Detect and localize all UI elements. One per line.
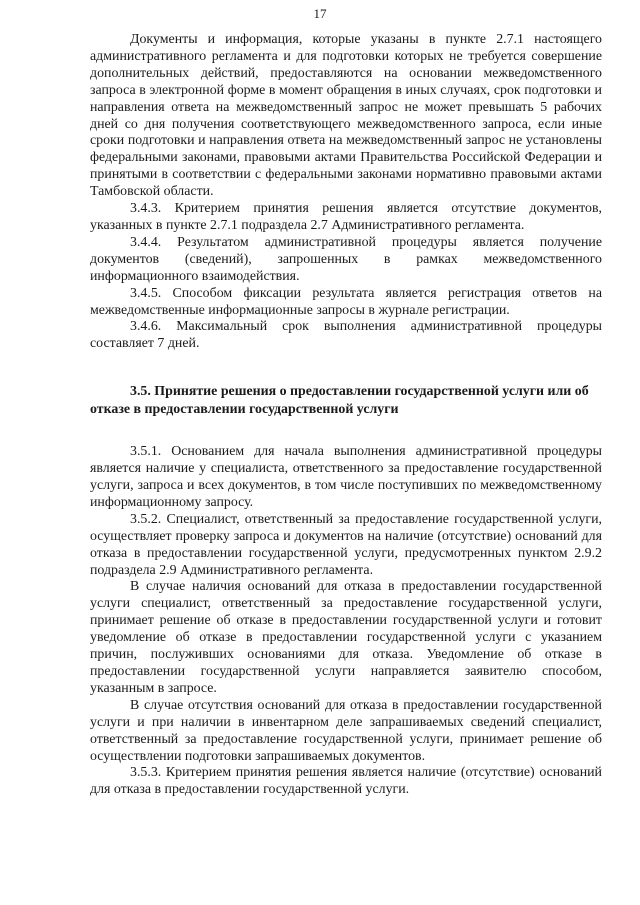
- paragraph-3-5-2: 3.5.2. Специалист, ответственный за предоставление государственной услуги, осуществляет проверку запроса и документов на наличие (отсутствие) оснований для отказа в предоставлении государственной услуги, предусмотренных пунктом 2.9.2 подраздела 2.9 Административного регламента.: [90, 511, 602, 578]
- paragraph-3-5-1: 3.5.1. Основанием для начала выполнения административной процедуры является наличие у специалиста, ответственного за предоставление государственной услуги, запроса и всех документов, в том числе поступивших по межведомственному информационному запросу.: [90, 444, 602, 510]
- page-number: 17: [313, 6, 327, 21]
- section-heading-3-5: 3.5. Принятие решения о предоставлении государственной услуги или об отказе в предоставлении государственной услуги: [90, 384, 589, 417]
- paragraph-3-4-4: 3.4.4. Результатом административной процедуры является получение документов (сведений), запрошенных в рамках межведомственного информационного взаимодействия.: [90, 234, 602, 284]
- paragraph-3-5-3: 3.5.3. Критерием принятия решения является наличие (отсутствие) оснований для отказа в предоставлении государственной услуги.: [90, 765, 602, 798]
- paragraph-refusal-case: В случае наличия оснований для отказа в предоставлении государственной услуги специалист, ответственный за предоставление государственной услуги, принимает решение об отказе в предоставлении государственной услуги и готовит уведомление об отказе в предоставлении государственной услуги с указанием причин, послуживших основаниями для отказа. Уведомление об отказе в предоставлении государственной услуги направляется заявителю способом, указанным в запросе.: [90, 579, 602, 696]
- paragraph-no-refusal-case: В случае отсутствия оснований для отказа в предоставлении государственной услуги и при наличии в инвентарном деле запрашиваемых сведений специалист, ответственный за предоставление государственной услуги, принимает решение об осуществлении подготовки запрашиваемых документов.: [90, 697, 602, 764]
- paragraph-3-4-3: 3.4.3. Критерием принятия решения является отсутствие документов, указанных в пункте 2.7.1 подраздела 2.7 Административного регламента.: [90, 201, 602, 233]
- paragraph-3-4-6: 3.4.6. Максимальный срок выполнения административной процедуры составляет 7 дней.: [90, 319, 602, 352]
- document-body: [90, 32, 602, 799]
- paragraph-3-4-5: 3.4.5. Способом фиксации результата является регистрация ответов на межведомственные информационные запросы в журнале регистрации.: [90, 285, 602, 318]
- paragraph-interagency-request: Документы и информация, которые указаны в пункте 2.7.1 настоящего административного регламента и для подготовки которых не требуется совершение дополнительных действий, предоставляются на основании межведомственного запроса в электронной форме в момент обращения в иных случаях, срок подготовки и направления ответа на межведомственный запрос не может превышать 5 рабочих дней со дня получения соответствующего межведомственного запроса, если иные сроки подготовки и направления ответа на межведомственный запрос не установлены федеральными законами, правовыми актами Правительства Российской Федерации и принятыми в соответствии с федеральными законами нормативно правовыми актами Тамбовской области.: [90, 32, 602, 200]
